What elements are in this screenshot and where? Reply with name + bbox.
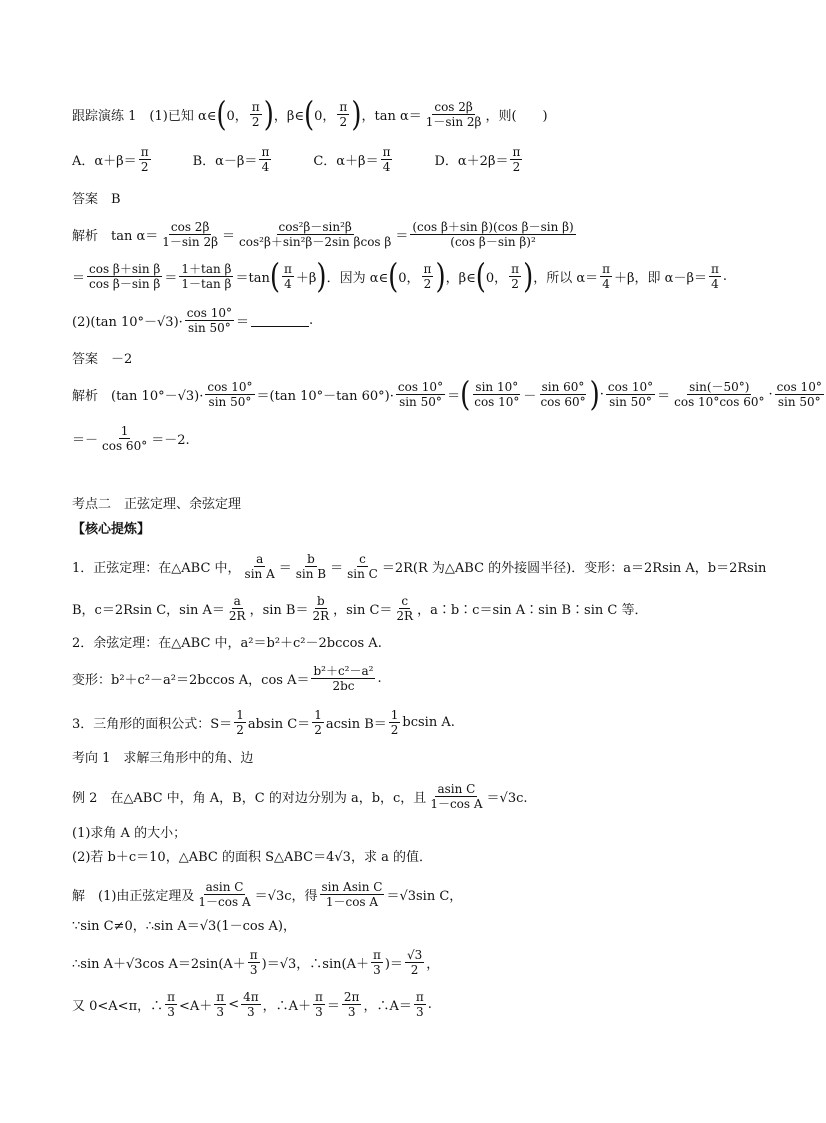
- answer1: 答案 B: [72, 192, 121, 207]
- pi-over-2: $\frac{\pi}{2}$: [423, 262, 432, 291]
- solution1-line1: 解析 tan α＝ $\frac{\cos 2\beta}{1-\sin 2\beta}$ ＝ $\frac{\text{cos²β－sin²β}}{\text{cos²β＋sin²β－2sin βcos β}}$ ＝ $\frac{\text{(cos β＋sin β)(cos β－sin β)}}{\text{(cos β－sin β)²}}$: [72, 220, 574, 249]
- option-c: C．α＋β＝: [313, 154, 379, 169]
- law1-line2: B，c＝2Rsin C，sin A＝ $\frac{a}{2R}$ ，sin B＝ $\frac{b}{2R}$ ，sin C＝ $\frac{c}{2R}$ ，a∶b∶c＝sin A∶sin B∶sin C 等．: [72, 594, 648, 623]
- sol1-frac2: $\frac{\text{cos²β－sin²β}}{\text{cos²β＋sin²β－2sin βcos β}}$: [239, 220, 392, 249]
- open-paren: (: [216, 95, 227, 134]
- question1: (1)求角 A 的大小；: [72, 826, 187, 841]
- law1-line1: 1．正弦定理：在△ABC 中， $\frac{a}{\text{sin A}}$ ＝ $\frac{b}{\text{sin B}}$ ＝ $\frac{c}{\text{sin C}}$ ＝2R(R 为△ABC 的外接圆半径)．变形：a＝2Rsin A，b＝2Rsin: [72, 552, 767, 581]
- section-title: 考点二 正弦定理、余弦定理: [72, 497, 242, 512]
- pi-over-4: $\frac{\pi}{4}$: [261, 145, 270, 174]
- pi-over-2: $\frac{\pi}{2}$: [512, 145, 521, 174]
- exercise1-lead: 跟踪演练 1 (1)已知 α∈: [72, 109, 217, 124]
- then-paren: ，则( ): [485, 109, 548, 124]
- exercise2-lead: (2)(tan 10°－√3)·: [72, 315, 183, 330]
- question2: (2)若 b＋c＝10，△ABC 的面积 S△ABC＝4√3，求 a 的值．: [72, 850, 432, 865]
- beta-in: ，β∈: [273, 109, 304, 124]
- law3-line: 3．三角形的面积公式：S＝ $\frac{1}{2}$ absin C＝ $\frac{1}{2}$ acsin B＝ $\frac{1}{2}$ bcsin A.: [72, 708, 455, 737]
- options-line: [72, 145, 524, 174]
- pi-over-4: $\frac{\pi}{4}$: [283, 262, 292, 291]
- sol1-frac5: $\frac{\text{1＋tan β}}{\text{1－tan β}}$: [181, 262, 232, 291]
- solution-line1: 解 (1)由正弦定理及 $\frac{\text{asin C}}{\text{1－cos A}}$ ＝√3c，得 $\frac{\text{sin Asin C}}{\text{1－cos A}}$ ＝√3sin C，: [72, 880, 463, 909]
- tan-alpha: ，tan α＝: [361, 109, 422, 124]
- fraction-cos2b: $\frac{\cos 2\beta}{1-\sin 2\beta}$: [425, 100, 482, 129]
- core-title: 【核心提炼】: [72, 522, 151, 537]
- solution2-line1: 解析 (tan 10°－√3)· $\frac{\cos 10^\circ}{\sin 50^\circ}$ ＝(tan 10°－tan 60°)· $\frac{\cos 10^\circ}{\sin 50^\circ}$ ＝ ( $\frac{\sin 10^\circ}{\cos 10^\circ}$ － $\frac{\sin 60^\circ}{\cos 60^\circ}$ ) · $\frac{\cos 10^\circ}{\sin 50^\circ}$ ＝ $\frac{\sin(-50^\circ)}{\cos 10^\circ\cos 60^\circ}$ · $\frac{\cos 10^\circ}{\sin 50^\circ}$: [72, 375, 822, 414]
- sol1-frac1: $\frac{\cos 2\beta}{1-\sin 2\beta}$: [162, 220, 219, 249]
- solution1-lead: 解析 tan α＝: [72, 229, 159, 244]
- direction-title: 考向 1 求解三角形中的角、边: [72, 751, 254, 766]
- pi-over-4: $\frac{\pi}{4}$: [382, 145, 391, 174]
- close-paren: ): [351, 95, 362, 134]
- solution-line2: ∵sin C≠0，∴sin A＝√3(1－cos A)，: [72, 919, 296, 934]
- sol1-frac4: $\frac{\text{cos β＋sin β}}{\text{cos β－sin β}}$: [89, 262, 161, 291]
- close-paren: ): [263, 95, 274, 134]
- pi-over-2: $\frac{\pi}{2}$: [140, 145, 149, 174]
- interval-start: 0，: [226, 109, 248, 124]
- option-b: B．α－β＝: [192, 154, 258, 169]
- solution-line3: ∴sin A＋√3cos A＝2sin(A＋ $\frac{\pi}{3}$ )＝√3，∴sin(A＋ $\frac{\pi}{3}$ )＝ $\frac{√3}{2}$ ，: [72, 948, 440, 977]
- option-a: A．α＋β＝: [72, 154, 137, 169]
- sol1-frac3: $\frac{\text{(cos β＋sin β)(cos β－sin β)}}{\text{(cos β－sin β)²}}$: [412, 220, 574, 249]
- exercise1-line: [72, 95, 548, 134]
- pi-over-2: $\frac{\pi}{2}$: [511, 262, 520, 291]
- ex2-fraction: $\frac{\cos 10^\circ}{\sin 50^\circ}$: [186, 306, 232, 335]
- answer2: 答案 －2: [72, 352, 133, 367]
- interval-start: 0，: [314, 109, 336, 124]
- solution2-line2: ＝－ $\frac{1}{\cos 60^\circ}$ ＝－2.: [72, 424, 190, 453]
- solution1-line2: ＝ $\frac{\text{cos β＋sin β}}{\text{cos β－sin β}}$ ＝ $\frac{\text{1＋tan β}}{\text{1－tan β}}$ ＝tan ( $\frac{\pi}{4}$ ＋β ) ．因为 α∈ ( 0， $\frac{\pi}{2}$ ) ，β∈ ( 0， $\frac{\pi}{2}$ ) ，所以 α＝ $\frac{\pi}{4}$ ＋β，即 α－β＝ $\frac{\pi}{4}$ .: [72, 257, 728, 296]
- pi-over-2: $\frac{\pi}{2}$: [339, 100, 348, 129]
- law2-line1: 2．余弦定理：在△ABC 中，a²＝b²＋c²－2bccos A.: [72, 636, 382, 651]
- open-paren: (: [303, 95, 315, 134]
- exercise2-line: (2)(tan 10°－√3)· $\frac{\cos 10^\circ}{\sin 50^\circ}$ ＝ .: [72, 306, 314, 335]
- law2-line2: 变形：b²＋c²－a²＝2bccos A，cos A＝ $\frac{\text{b²＋c²－a²}}{2bc}$ .: [72, 664, 382, 693]
- example2-line: 例 2 在△ABC 中，角 A，B，C 的对边分别为 a，b，c，且 $\frac{\text{asin C}}{\text{1－cos A}}$ ＝√3c.: [72, 782, 528, 811]
- solution-line4: 又 0<A<π，∴ $\frac{\pi}{3}$ <A＋ $\frac{\pi}{3}$ < $\frac{4\pi}{3}$ ，∴A＋ $\frac{\pi}{3}$ ＝ $\frac{2\pi}{3}$ ，∴A＝ $\frac{\pi}{3}$ .: [72, 990, 432, 1019]
- option-d: D．α＋2β＝: [434, 154, 509, 169]
- pi-over-4: $\frac{\pi}{4}$: [710, 262, 719, 291]
- pi-over-2: $\frac{\pi}{2}$: [251, 100, 260, 129]
- pi-over-4: $\frac{\pi}{4}$: [602, 262, 611, 291]
- answer-blank[interactable]: [251, 314, 309, 327]
